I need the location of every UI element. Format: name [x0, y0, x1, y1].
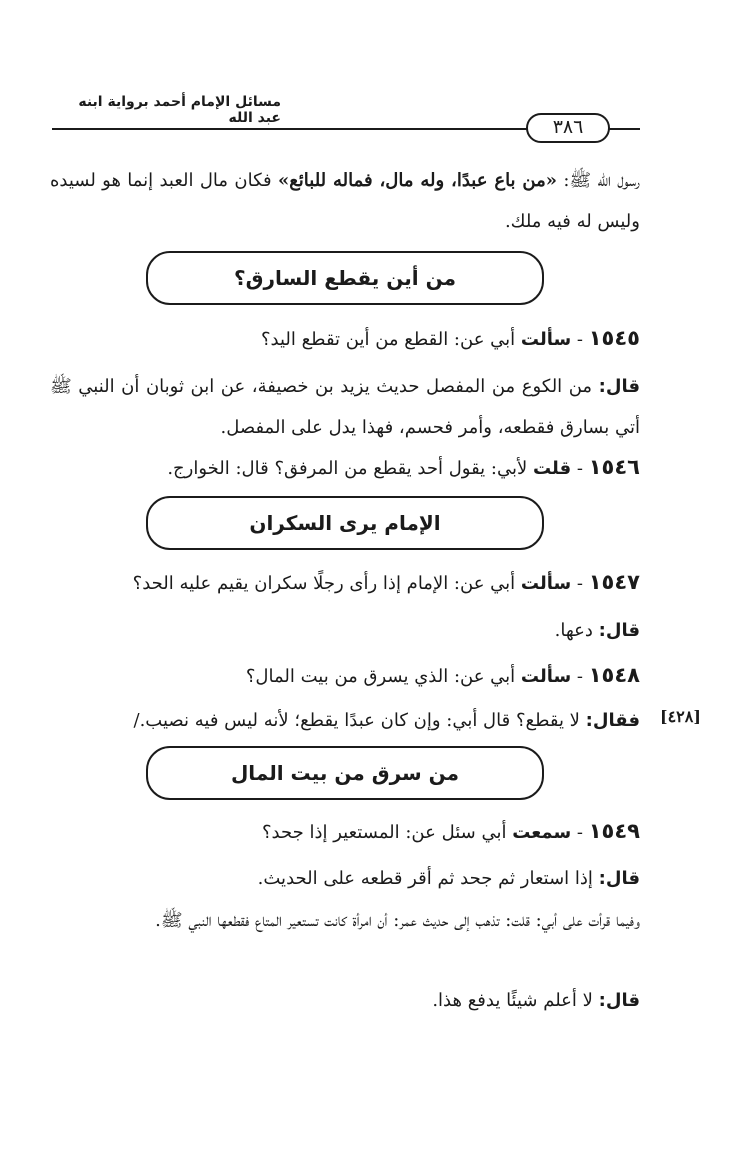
intro-text-after: فكان مال العبد إنما هو لسيده وليس له فيه ملك.	[50, 170, 640, 232]
entry-1546: ١٥٤٦ - قلت لأبي: يقول أحد يقطع من المرفق؟ قال: الخوارج.	[167, 455, 640, 479]
hadith-quote: «من باع عبدًا، وله مال، فماله للبائع»	[277, 170, 558, 191]
intro-paragraph	[50, 160, 640, 242]
entry-lead: سألت	[520, 573, 572, 594]
answer-text: من الكوع من المفصل حديث يزيد بن خصيفة، عن ابن ثوبان أن النبي ﷺ أتي بسارق فقطعه، وأمر فحسم، فهذا يدل على المفصل.	[50, 376, 640, 438]
entry-1547-answer	[50, 610, 640, 651]
entry-1545: ١٥٤٥ - سألت أبي عن: القطع من أين تقطع اليد؟	[260, 326, 640, 350]
entry-text: لأبي: يقول أحد يقطع من المرفق؟ قال: الخوارج.	[167, 458, 533, 479]
section-heading-2: الإمام يرى السكران	[146, 496, 544, 550]
section-heading-3: من سرق من بيت المال	[146, 746, 544, 800]
entry-number: ١٥٤٩	[588, 819, 640, 843]
entry-lead: قلت	[532, 458, 572, 479]
answer-lead: فقال:	[585, 710, 640, 731]
entry-1549-answer	[50, 858, 640, 899]
answer-lead: قال:	[598, 990, 640, 1011]
entry-1545-answer	[50, 366, 640, 448]
entry-text: أبي عن: الإمام إذا رأى رجلًا سكران يقيم عليه الحد؟	[132, 573, 521, 594]
entry-1548-answer	[50, 700, 640, 741]
entry-1549: ١٥٤٩ - سمعت أبي سئل عن: المستعير إذا جحد؟	[262, 819, 640, 843]
answer-lead: قال:	[598, 868, 640, 889]
header-rule	[52, 128, 530, 130]
entry-text: أبي عن: الذي يسرق من بيت المال؟	[245, 666, 521, 687]
entry-lead: سألت	[520, 329, 572, 350]
page-number: ٣٨٦	[526, 113, 610, 143]
answer-lead: قال:	[598, 376, 640, 397]
intro-text-before: رسول الله ﷺ:	[557, 170, 640, 191]
entry-1547: ١٥٤٧ - سألت أبي عن: الإمام إذا رأى رجلًا سكران يقيم عليه الحد؟	[132, 570, 640, 594]
section-heading-1: من أين يقطع السارق؟	[146, 251, 544, 305]
answer-text: لا يقطع؟ قال أبي: وإن كان عبدًا يقطع؛ لأنه ليس فيه نصيب./	[133, 710, 586, 731]
answer-text: إذا استعار ثم جحد ثم أقر قطعه على الحديث.	[257, 868, 599, 889]
running-title: مسائل الإمام أحمد برواية ابنه عبد الله	[78, 94, 281, 126]
entry-1549-note-answer	[50, 980, 640, 1021]
answer-text: دعها.	[554, 620, 599, 641]
entry-1549-note	[50, 900, 640, 941]
answer-lead: قال:	[598, 620, 640, 641]
entry-lead: سمعت	[512, 822, 572, 843]
note-text: وفيما قرأت على أبي: قلت: تذهب إلى حديث عمر: أن امرأة كانت تستعير المتاع فقطعها النبي ﷺ.	[155, 910, 640, 931]
entry-text: أبي سئل عن: المستعير إذا جحد؟	[262, 822, 513, 843]
entry-text: أبي عن: القطع من أين تقطع اليد؟	[260, 329, 521, 350]
entry-1548: ١٥٤٨ - سألت أبي عن: الذي يسرق من بيت المال؟	[245, 663, 640, 687]
entry-number: ١٥٤٧	[588, 570, 640, 594]
entry-number: ١٥٤٥	[588, 326, 640, 350]
original-page-marker: [٤٢٨]	[660, 707, 701, 726]
header-rule-right	[608, 128, 640, 130]
entry-number: ١٥٤٦	[588, 455, 640, 479]
answer-text: لا أعلم شيئًا يدفع هذا.	[432, 990, 599, 1011]
entry-number: ١٥٤٨	[588, 663, 640, 687]
entry-lead: سألت	[520, 666, 572, 687]
